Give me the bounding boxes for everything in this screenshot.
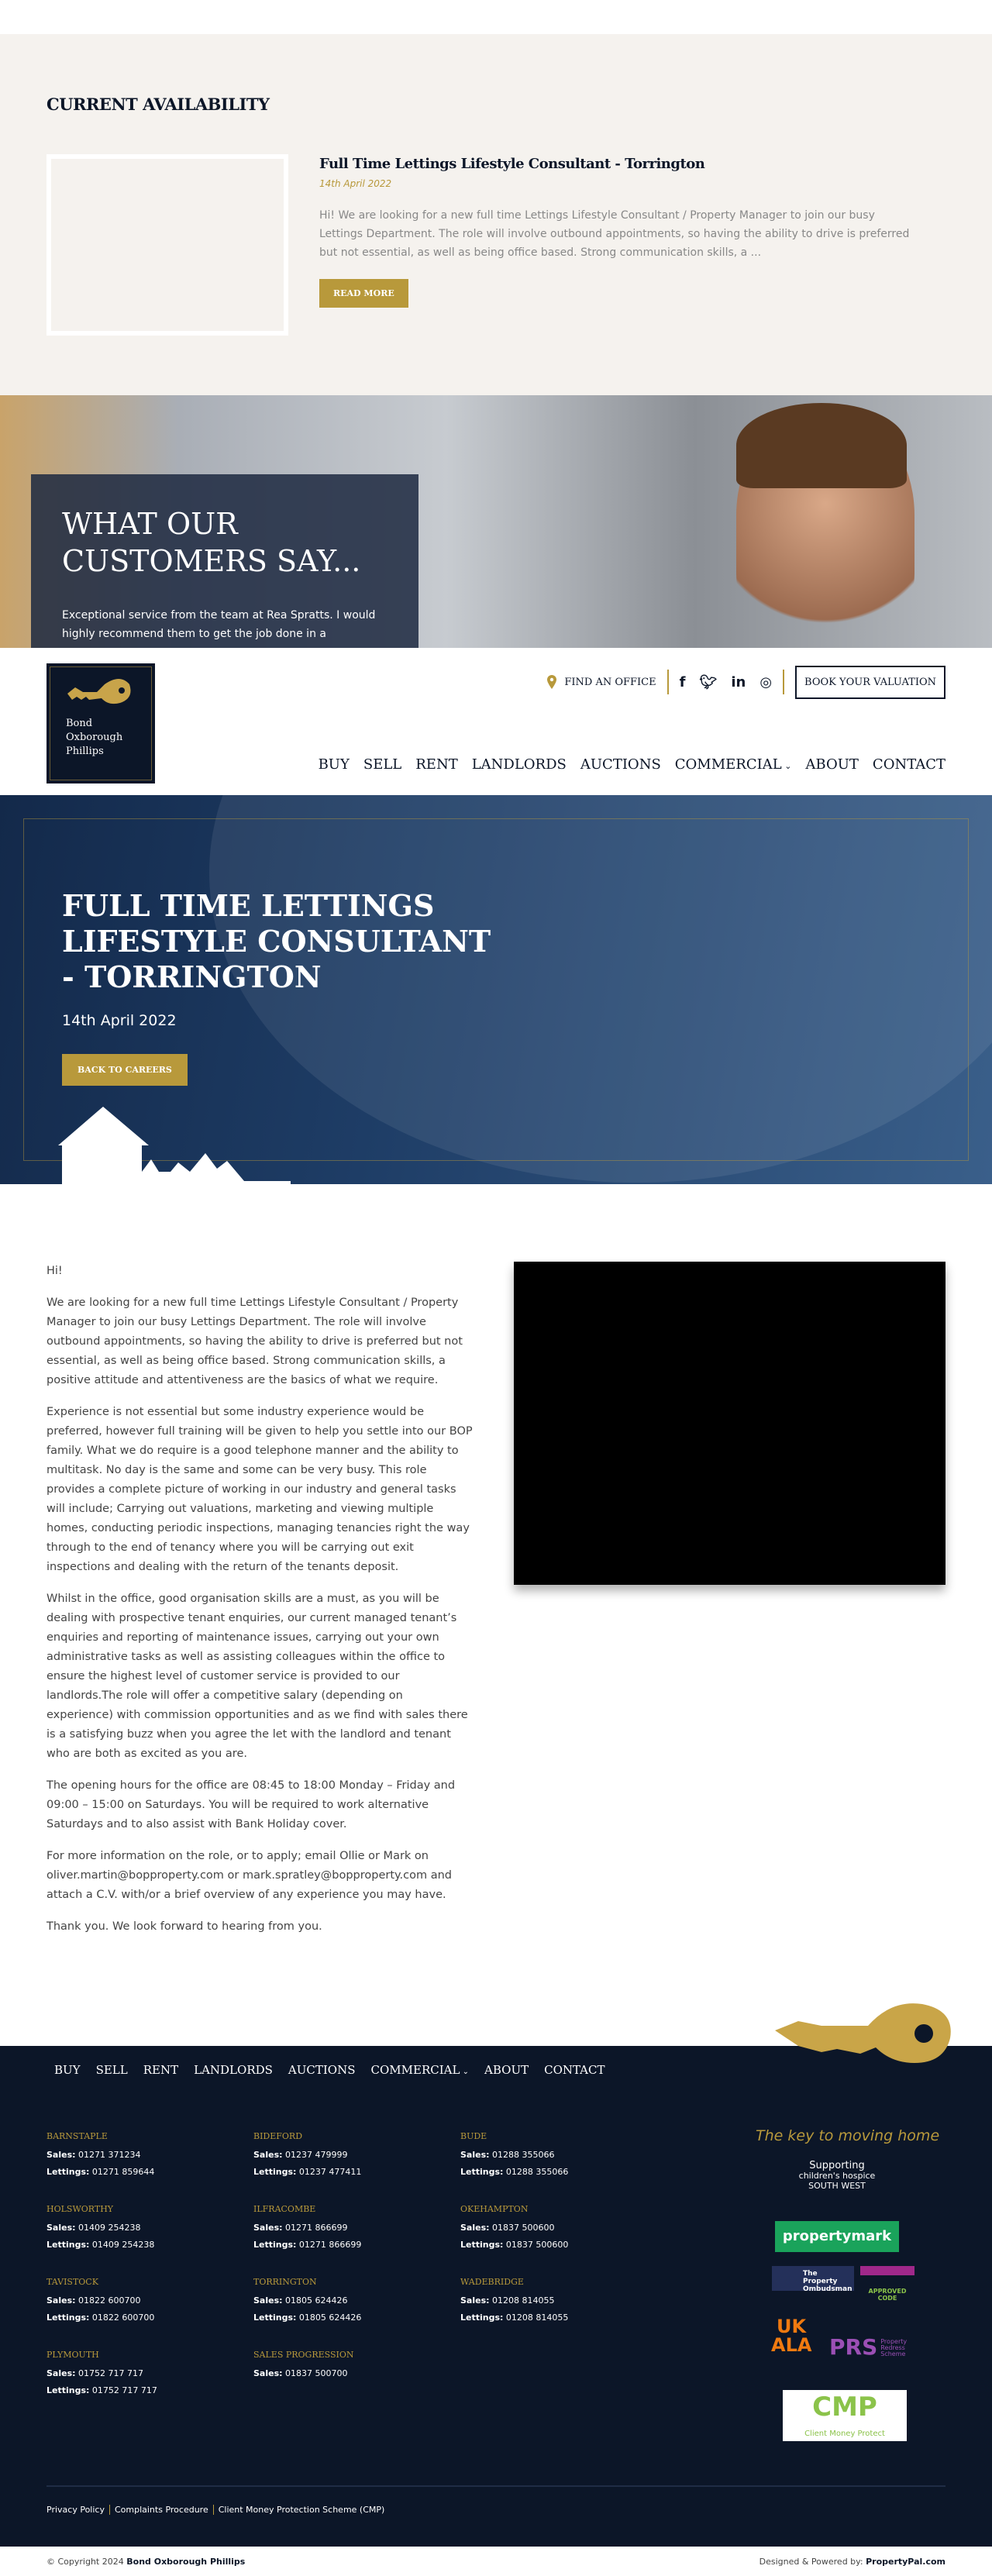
article-paragraph: Experience is not essential but some industry experience would be preferred, however full training will be given to help you settle into our BOP family. What we do require is a good telephone manner and the ability to multitask. No day is the same and some can be very busy. This role provides a complete picture of working in our industry and general tasks will include; Carrying out valuations, marketing and viewing multiple homes, conducting periodic inspections, managing tenancies right the way through to the end of tenancy where you will be carrying out exit inspections and dealing with the return of the tenants deposit.: [46, 1406, 473, 1573]
book-valuation-button[interactable]: BOOK YOUR VALUATION: [795, 666, 946, 699]
twitter-icon[interactable]: 🐦︎: [699, 673, 718, 690]
office-item: [253, 2277, 460, 2326]
sales-label: Sales:: [460, 2150, 490, 2160]
office-item: [460, 2204, 667, 2254]
hospice-logo-text: SOUTH WEST: [808, 2181, 866, 2191]
job-title-link[interactable]: Full Time Lettings Lifestyle Consultant - Torrington: [319, 156, 705, 172]
prs-logo[interactable]: [829, 2334, 919, 2360]
lettings-label: Lettings:: [253, 2240, 297, 2250]
logo-text: Phillips: [66, 746, 104, 757]
office-lettings[interactable]: [46, 2164, 253, 2181]
back-to-careers-button[interactable]: BACK TO CAREERS: [62, 1054, 188, 1086]
office-list: [46, 2131, 667, 2399]
lettings-phone: 01271 866699: [298, 2240, 362, 2250]
sales-phone: 01805 624426: [285, 2295, 348, 2306]
office-lettings[interactable]: [460, 2309, 667, 2326]
office-lettings[interactable]: [46, 2309, 253, 2326]
copyright-bar: [0, 2547, 992, 2576]
job-thumbnail[interactable]: [46, 154, 288, 336]
job-excerpt: Hi! We are looking for a new full time Lettings Lifestyle Consultant / Property Manager to join our busy Lettings Department. The role will involve outbound appointments, so having the ability to drive is preferred but not essential, as well as being office based. Strong communication skills, a ...: [319, 209, 910, 259]
hospice-logo[interactable]: [775, 2161, 899, 2191]
sales-label: Sales:: [253, 2223, 283, 2233]
linkedin-icon[interactable]: in: [731, 673, 746, 690]
testimonial-quote: Exceptional service from the team at Rea Spratts. I would highly recommend them to get the job done in a: [62, 609, 376, 640]
ukala-logo-text: UK: [776, 2316, 807, 2337]
facebook-icon[interactable]: f: [679, 673, 686, 690]
lettings-phone: 01288 355066: [505, 2167, 569, 2177]
lettings-label: Lettings:: [460, 2313, 504, 2323]
office-name: PLYMOUTH: [46, 2350, 99, 2360]
nav-landlords[interactable]: LANDLORDS: [471, 756, 567, 773]
office-sales[interactable]: [460, 2147, 667, 2164]
office-lettings[interactable]: [253, 2164, 460, 2181]
office-name: WADEBRIDGE: [460, 2277, 524, 2287]
company-name: Bond Oxborough Phillips: [126, 2556, 246, 2567]
hero-banner: [0, 795, 992, 1184]
article-paragraph: For more information on the role, or to apply; email Ollie or Mark on oliver.martin@bopproperty.com or mark.spratley@bopproperty.com and attach a C.V. with/or a brief overview of any experience you may have.: [46, 1850, 453, 1901]
lettings-label: Lettings:: [46, 2385, 90, 2395]
lettings-label: Lettings:: [460, 2167, 504, 2177]
footer-nav: [54, 2063, 605, 2077]
hospice-logo-text: Supporting: [809, 2160, 865, 2171]
prs-logo-text: PRS: [829, 2334, 878, 2360]
office-sales[interactable]: [46, 2220, 253, 2237]
sales-label: Sales:: [460, 2223, 490, 2233]
lettings-phone: 01822 600700: [91, 2313, 155, 2323]
office-sales[interactable]: [46, 2365, 253, 2382]
key-icon: [66, 677, 132, 709]
sales-label: Sales:: [460, 2295, 490, 2306]
office-item: [460, 2131, 667, 2181]
office-sales[interactable]: [460, 2292, 667, 2309]
nav-commercial-label: COMMERCIAL: [674, 756, 782, 773]
legal-links: [46, 2505, 389, 2515]
footer-nav-buy[interactable]: BUY: [54, 2063, 81, 2077]
divider: [667, 670, 669, 694]
office-item: [46, 2204, 253, 2254]
current-availability-section: [0, 34, 992, 395]
office-sales[interactable]: [253, 2147, 460, 2164]
sales-phone: 01752 717 717: [78, 2368, 144, 2378]
office-name: BUDE: [460, 2131, 487, 2141]
divider: [783, 670, 784, 694]
nav-buy[interactable]: BUY: [318, 756, 350, 773]
sales-phone: 01288 355066: [492, 2150, 555, 2160]
office-name: OKEHAMPTON: [460, 2204, 529, 2214]
article-section: [0, 1184, 992, 2046]
sales-label: Sales:: [253, 2150, 283, 2160]
office-lettings[interactable]: [46, 2382, 253, 2399]
property-ombudsman-logo[interactable]: The Property Ombudsman: [772, 2266, 854, 2291]
nav-about[interactable]: ABOUT: [805, 756, 859, 773]
tagline: The key to moving home: [756, 2127, 940, 2144]
lettings-phone: 01752 717 717: [91, 2385, 157, 2395]
privacy-policy-link[interactable]: Privacy Policy: [46, 2505, 105, 2515]
nav-sell[interactable]: SELL: [363, 756, 402, 773]
article-paragraph: Whilst in the office, good organisation skills are a must, as you will be dealing with prospective tenant enquiries, our current managed tenant’s enquiries and reporting of maintenance issues, carrying out your own administrative tasks as well as assisting colleagues within the office to ensure the highest level of customer service is provided to our landlords.The role will offer a competitive salary (depending on experience) with commission opportunities and as we find with sales there is a satisfying buzz when you agree the let with the landlord and tenant who are both as excited as you are.: [46, 1593, 468, 1760]
office-item: [253, 2350, 460, 2399]
office-lettings[interactable]: [253, 2237, 460, 2254]
ukala-logo-text: ALA: [771, 2334, 812, 2356]
article-paragraph: We are looking for a new full time Lettings Lifestyle Consultant / Property Manager to join our busy Lettings Department. The role will involve outbound appointments, so having the ability to drive is preferred but not essential, as well as being office based. Strong communication skills, a positive attitude and attentiveness are the basics of what we require.: [46, 1297, 463, 1386]
copyright: [46, 2557, 245, 2567]
propertypal-link[interactable]: PropertyPal.com: [866, 2556, 946, 2567]
sales-phone: 01271 866699: [285, 2223, 348, 2233]
office-lettings[interactable]: [253, 2309, 460, 2326]
complaints-procedure-link[interactable]: Complaints Procedure: [109, 2505, 213, 2515]
hospice-logo-text: children's hospice: [798, 2171, 876, 2181]
video-embed[interactable]: [514, 1262, 946, 1585]
hero-date: 14th April 2022: [62, 1012, 177, 1029]
footer-nav-sell[interactable]: SELL: [95, 2063, 128, 2077]
propertymark-logo[interactable]: propertymark: [775, 2221, 899, 2252]
sales-phone: 01409 254238: [78, 2223, 141, 2233]
find-office-link[interactable]: [547, 675, 656, 689]
copyright-text: © Copyright 2024: [46, 2556, 124, 2567]
office-lettings[interactable]: [460, 2237, 667, 2254]
sales-label: Sales:: [253, 2295, 283, 2306]
footer-nav-contact[interactable]: CONTACT: [544, 2063, 605, 2077]
sales-label: Sales:: [46, 2368, 76, 2378]
chevron-down-icon: ⌄: [460, 2068, 470, 2076]
nav-auctions[interactable]: AUCTIONS: [580, 756, 661, 773]
background-photo-detail: [736, 403, 907, 488]
office-item: [46, 2131, 253, 2181]
sales-phone: 01837 500700: [285, 2368, 348, 2378]
page-title: FULL TIME LETTINGS LIFESTYLE CONSULTANT - TORRINGTON: [62, 888, 491, 994]
job-card: [46, 154, 946, 336]
cmp-logo-text: CMP: [812, 2392, 877, 2423]
article-body: [46, 1262, 473, 2046]
lettings-label: Lettings:: [460, 2240, 504, 2250]
sales-phone: 01208 814055: [492, 2295, 555, 2306]
testimonial-panel: [31, 474, 418, 648]
office-item: [46, 2350, 253, 2399]
lettings-phone: 01409 254238: [91, 2240, 155, 2250]
office-name: TAVISTOCK: [46, 2277, 98, 2287]
office-name: BIDEFORD: [253, 2131, 303, 2141]
chevron-down-icon: ⌄: [781, 761, 792, 771]
lettings-label: Lettings:: [46, 2167, 90, 2177]
designed-by: [760, 2557, 946, 2567]
office-item: [253, 2131, 460, 2181]
lettings-phone: 01237 477411: [298, 2167, 362, 2177]
divider: [46, 2485, 946, 2487]
main-nav: [319, 756, 946, 773]
testimonials-heading: WHAT OUR CUSTOMERS SAY...: [62, 507, 361, 578]
office-sales[interactable]: [253, 2365, 460, 2382]
sales-label: Sales:: [46, 2223, 76, 2233]
designed-by-text: Designed & Powered by:: [759, 2556, 863, 2567]
footer-nav-about[interactable]: ABOUT: [484, 2063, 529, 2077]
houses-silhouette-icon: [58, 1107, 298, 1184]
nav-contact[interactable]: CONTACT: [872, 756, 946, 773]
office-item: [460, 2277, 667, 2326]
logo[interactable]: [46, 663, 155, 783]
cmp-logo-subtext: Client Money Protect: [804, 2430, 885, 2438]
office-lettings[interactable]: [460, 2164, 667, 2181]
prs-logo-subtext: Property Redress Scheme: [880, 2338, 908, 2357]
tsi-approved-code-logo[interactable]: APPROVED CODE: [860, 2266, 914, 2302]
office-name: BARNSTAPLE: [46, 2131, 108, 2141]
sales-phone: 01837 500600: [492, 2223, 555, 2233]
office-lettings[interactable]: [46, 2237, 253, 2254]
testimonials-section: [0, 395, 992, 648]
lettings-label: Lettings:: [46, 2240, 90, 2250]
lettings-phone: 01208 814055: [505, 2313, 569, 2323]
nav-commercial[interactable]: [675, 756, 792, 773]
lettings-phone: 01271 859644: [91, 2167, 155, 2177]
office-sales[interactable]: [460, 2220, 667, 2237]
lettings-label: Lettings:: [253, 2313, 297, 2323]
site-header: [0, 648, 992, 795]
article-paragraph: The opening hours for the office are 08:45 to 18:00 Monday – Friday and 09:00 – 15:00 on Saturdays. You will be required to work alternative Saturdays and to also assist with Bank Holiday cover.: [46, 1779, 456, 1830]
logo-text: Oxborough: [66, 732, 123, 743]
office-name: TORRINGTON: [253, 2277, 317, 2287]
office-sales[interactable]: [46, 2147, 253, 2164]
section-heading: CURRENT AVAILABILITY: [46, 95, 270, 114]
footer-nav-rent[interactable]: RENT: [143, 2063, 179, 2077]
nav-rent[interactable]: RENT: [415, 756, 458, 773]
lettings-phone: 01805 624426: [298, 2313, 362, 2323]
sales-phone: 01822 600700: [78, 2295, 141, 2306]
sales-label: Sales:: [46, 2150, 76, 2160]
top-strip: [0, 0, 992, 34]
footer-nav-auctions[interactable]: AUCTIONS: [288, 2063, 356, 2077]
lettings-phone: 01837 500600: [505, 2240, 569, 2250]
office-item: [253, 2204, 460, 2254]
article-paragraph: Thank you. We look forward to hearing from you.: [46, 1920, 322, 1933]
office-item: [46, 2277, 253, 2326]
sales-phone: 01237 479999: [285, 2150, 348, 2160]
cmp-logo[interactable]: [783, 2390, 907, 2441]
cmp-scheme-link[interactable]: Client Money Protection Scheme (CMP): [213, 2505, 390, 2515]
footer-nav-commercial-label: COMMERCIAL: [370, 2063, 460, 2077]
read-more-button[interactable]: READ MORE: [319, 279, 408, 308]
ukala-logo[interactable]: [771, 2317, 811, 2354]
lettings-label: Lettings:: [253, 2167, 297, 2177]
sales-phone: 01271 371234: [78, 2150, 141, 2160]
lettings-label: Lettings:: [46, 2313, 90, 2323]
find-office-label: FIND AN OFFICE: [564, 676, 656, 688]
instagram-icon[interactable]: ◎: [760, 673, 773, 690]
sales-label: Sales:: [253, 2368, 283, 2378]
sales-label: Sales:: [46, 2295, 76, 2306]
logo-text: Bond: [66, 718, 93, 729]
key-icon: [775, 1999, 953, 2077]
office-name: ILFRACOMBE: [253, 2204, 316, 2214]
article-paragraph: Hi!: [46, 1265, 63, 1277]
site-footer: [0, 2046, 992, 2547]
job-date: 14th April 2022: [319, 178, 392, 189]
footer-nav-landlords[interactable]: LANDLORDS: [194, 2063, 273, 2077]
map-pin-icon: [547, 675, 556, 689]
office-sales[interactable]: [253, 2220, 460, 2237]
office-name: HOLSWORTHY: [46, 2204, 114, 2214]
office-sales[interactable]: [46, 2292, 253, 2309]
office-sales[interactable]: [253, 2292, 460, 2309]
footer-nav-commercial[interactable]: [371, 2063, 470, 2077]
office-name: SALES PROGRESSION: [253, 2350, 354, 2360]
